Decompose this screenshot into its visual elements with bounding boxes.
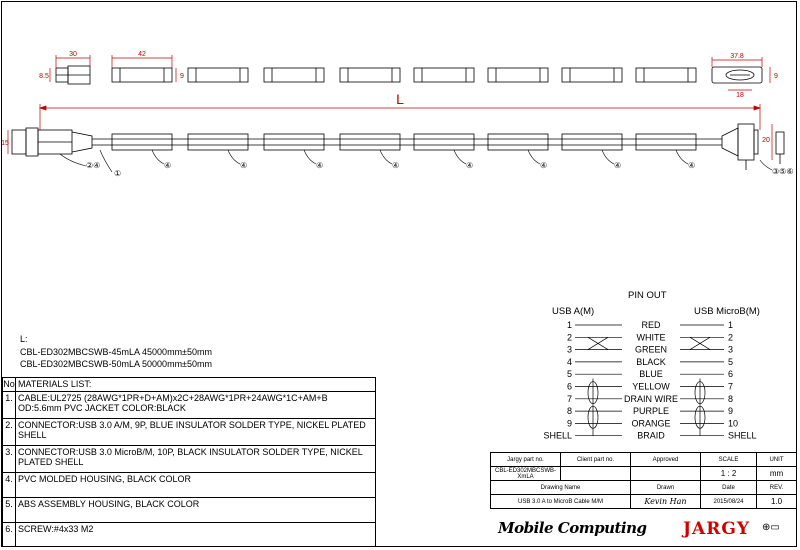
- sleeve-part: [112, 68, 172, 82]
- pinout-wire-color: RED: [641, 320, 661, 330]
- sleeve-part: [188, 68, 248, 82]
- tb-header-client: Client part no.: [561, 453, 631, 467]
- pinout-left-pin: 3: [566, 344, 572, 355]
- dimension-usb-a-height: 15: [1, 140, 9, 147]
- materials-header-no: No: [3, 378, 16, 392]
- dimension-sleeve-height: 9: [180, 73, 184, 80]
- materials-item-text: SCREW:#4x33 M2: [16, 523, 376, 547]
- pinout-right-pin: 8: [728, 393, 734, 404]
- callout-sleeve: ④: [614, 161, 622, 170]
- pinout-right-header: USB MicroB(M): [694, 306, 760, 317]
- pinout-left-pin: 4: [566, 356, 572, 367]
- tb-header-drawing-name: Drawing Name: [491, 481, 631, 495]
- sleeve-part: [264, 68, 324, 82]
- pinout-title: PIN OUT: [628, 290, 667, 301]
- pinout-left-pin: SHELL: [543, 430, 572, 441]
- tb-header-date: Date: [701, 481, 757, 495]
- tb-header-drawn: Drawn: [631, 481, 701, 495]
- tb-drawn-signature: Kevin Han: [631, 495, 701, 509]
- cable-sleeve: [636, 134, 696, 150]
- tb-header-unit: UNIT: [757, 453, 797, 467]
- logo-bar: [490, 515, 796, 545]
- length-note-line-1: CBL-ED302MBCSWB-45mLA 45000mm±50mm: [20, 347, 213, 357]
- dimension-sleeve-length: 42: [138, 51, 146, 58]
- pinout-left-header: USB A(M): [552, 306, 595, 317]
- callout-plug-a: ②④: [86, 161, 101, 170]
- tb-client-no: [561, 467, 631, 481]
- length-note-label: L:: [20, 334, 28, 344]
- materials-item-text: PVC MOLDED HOUSING, BLACK COLOR: [16, 473, 376, 498]
- pinout-left-pin: 2: [566, 332, 572, 343]
- materials-item-no: 3.: [3, 446, 16, 473]
- dimension-micro-side: 20: [762, 137, 770, 144]
- pinout-wire-color: DRAIN WIRE: [624, 393, 678, 404]
- tb-rev: 1.0: [757, 495, 797, 509]
- sleeve-part: [414, 68, 474, 82]
- tb-header-part: Jargy part no.: [491, 453, 561, 467]
- mobile-computing-logo: Mobile Computing: [498, 519, 647, 537]
- pinout-left-pin: 8: [566, 406, 572, 417]
- pinout-right-pin: 3: [728, 344, 734, 355]
- tb-approved: [631, 467, 701, 481]
- callout-sleeve: ④: [466, 161, 474, 170]
- tb-scale: 1 : 2: [701, 467, 757, 481]
- pinout-wire-color: BLACK: [636, 356, 666, 367]
- pinout-left-pin: 6: [566, 381, 572, 392]
- dimension-micro-height: 9: [774, 73, 778, 80]
- tb-date: 2015/08/24: [701, 495, 757, 509]
- materials-item-no: 1.: [3, 392, 16, 419]
- jargy-logo: JARGY: [683, 519, 751, 539]
- callout-sleeve: ④: [164, 161, 172, 170]
- callout-cable: ①: [114, 169, 122, 178]
- title-block: [490, 452, 797, 509]
- pinout-right-pin: 9: [728, 406, 734, 417]
- pinout-wire-color: BRAID: [637, 430, 665, 441]
- tb-unit: mm: [757, 467, 797, 481]
- cable-sleeve: [562, 134, 622, 150]
- cable-sleeve: [112, 134, 172, 150]
- pinout-wire-color: YELLOW: [632, 381, 670, 392]
- materials-header-title: MATERIALS LIST:: [16, 378, 376, 392]
- materials-item-no: 4.: [3, 473, 16, 498]
- dimension-micro-length: 37.8: [730, 53, 744, 60]
- pinout-right-pin: SHELL: [728, 430, 757, 441]
- tb-part-no: CBL-ED302MBCSWB-XmLA: [491, 467, 561, 481]
- pinout-right-pin: 10: [728, 418, 739, 429]
- dimension-plug-length: 30: [69, 51, 77, 58]
- sleeve-part: [562, 68, 622, 82]
- cable-sleeve: [488, 134, 548, 150]
- pinout-right-pin: 7: [728, 381, 734, 392]
- pinout-right-pin: 5: [728, 356, 734, 367]
- length-note-line-2: CBL-ED302MBCSWB-50mLA 50000mm±50mm: [20, 359, 213, 369]
- sleeve-top-row: [112, 68, 696, 82]
- pinout-wire-color: PURPLE: [632, 406, 670, 417]
- dimension-micro-inner: 18: [736, 92, 744, 99]
- materials-item-text: CONNECTOR:USB 3.0 A/M, 9P, BLUE INSULATOR SOLDER TYPE, NICKEL PLATED SHELL: [16, 419, 376, 446]
- pinout-right-pin: 6: [728, 369, 734, 380]
- pinout-left-pin: 9: [566, 418, 572, 429]
- cable-sleeve: [188, 134, 248, 150]
- pinout-wire-color: ORANGE: [631, 418, 671, 429]
- pinout-wire-color: GREEN: [634, 344, 668, 355]
- pinout-left-pin: 5: [566, 369, 572, 380]
- pinout-right-pin: 2: [728, 332, 734, 343]
- sleeve-cable-row: [112, 134, 696, 150]
- pinout-left-pin: 1: [566, 320, 572, 330]
- usb-a-plug-top-view: [56, 66, 90, 84]
- materials-item-text: CABLE:UL2725 (28AWG*1PR+D+AM)x2C+28AWG*1PR+24AWG*1C+AM+B OD:5.6mm PVC JACKET COLOR:BLACK: [16, 392, 376, 419]
- tb-header-rev: REV.: [757, 481, 797, 495]
- cable-sleeve: [264, 134, 324, 150]
- callout-sleeve: ④: [540, 161, 548, 170]
- callout-sleeve: ④: [316, 161, 324, 170]
- callout-sleeve: ④: [240, 161, 248, 170]
- callout-sleeve: ④: [392, 161, 400, 170]
- pinout-wire-color: BLUE: [639, 369, 663, 380]
- materials-item-text: ABS ASSEMBLY HOUSING, BLACK COLOR: [16, 498, 376, 523]
- materials-item-no: 5.: [3, 498, 16, 523]
- dimension-plug-height: 8.5: [39, 73, 49, 80]
- sleeve-part: [488, 68, 548, 82]
- sleeve-part: [636, 68, 696, 82]
- materials-item-no: 2.: [3, 419, 16, 446]
- projection-symbol-icon: ⊕▭: [762, 522, 780, 533]
- tb-header-scale: SCALE: [701, 453, 757, 467]
- dimension-length-label: L: [396, 91, 404, 107]
- sleeve-part: [340, 68, 400, 82]
- cable-sleeve: [340, 134, 400, 150]
- materials-item-no: 6.: [3, 523, 16, 547]
- microb-housing-top-view: [712, 67, 762, 83]
- tb-drawing-name: USB 3.0 A to MicroB Cable M/M: [491, 495, 631, 509]
- materials-item-text: CONNECTOR:USB 3.0 MicroB/M, 10P, BLACK INSULATOR SOLDER TYPE, NICKEL PLATED SHELL: [16, 446, 376, 473]
- callout-micro-end: ③⑤⑥: [772, 167, 794, 176]
- callout-sleeve: ④: [688, 161, 696, 170]
- pinout-left-pin: 7: [566, 393, 572, 404]
- materials-table: [2, 377, 376, 547]
- pinout-wire-color: WHITE: [636, 332, 666, 343]
- cable-sleeve: [414, 134, 474, 150]
- pinout-right-pin: 1: [728, 320, 734, 330]
- tb-header-approved: Approved: [631, 453, 701, 467]
